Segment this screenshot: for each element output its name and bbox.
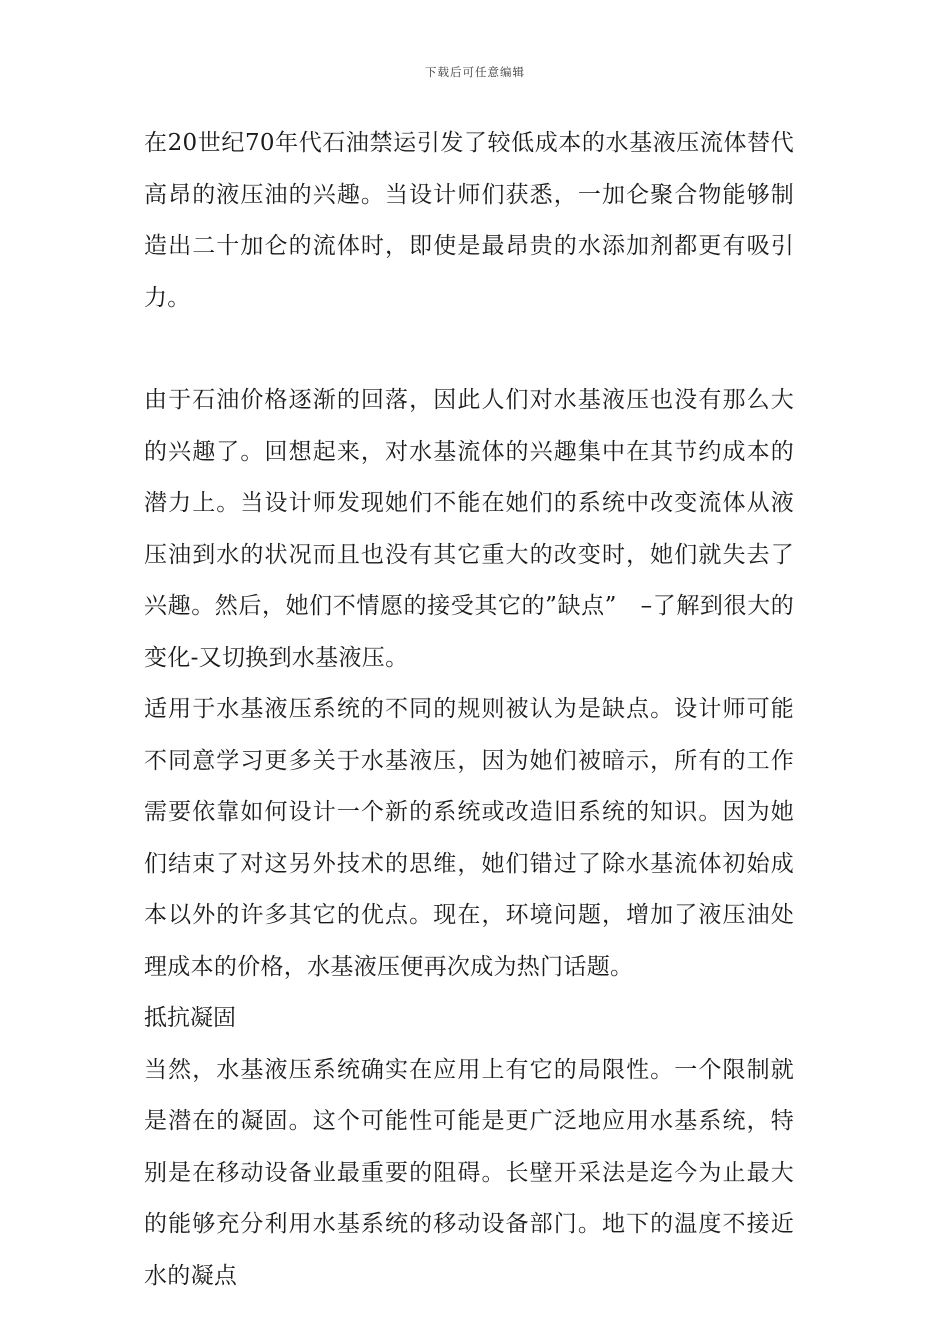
paragraph-oil-embargo: 在20世纪70年代石油禁运引发了较低成本的水基液压流体替代高昂的液压油的兴趣。当设计师们获悉，一加仑聚合物能够制造出二十加仑的流体时，即使是最昂贵的水添加剂都更有吸引力。 <box>144 130 794 311</box>
paragraph-freezing-limitation: 当然，水基液压系统确实在应用上有它的局限性。一个限制就是潜在的凝固。这个可能性可能是更广泛地应用水基系统，特别是在移动设备业最重要的阻碍。长壁开采法是迄今为止最大的能够充分利用水基系统的移动设备部门。地下的温度不接近水的凝点 <box>144 1056 794 1289</box>
paragraph-design-rules: 适用于水基液压系统的不同的规则被认为是缺点。设计师可能不同意学习更多关于水基液压，因为她们被暗示，所有的工作需要依靠如何设计一个新的系统或改造旧系统的知识。因为她们结束了对这另外技术的思维，她们错过了除水基流体初始成本以外的许多其它的优点。现在，环境问题，增加了液压油处理成本的价格，水基液压便再次成为热门话题。 <box>144 696 794 980</box>
section-heading: 抵抗凝固 <box>144 1005 236 1031</box>
document-body <box>144 118 794 1302</box>
paragraph-oil-price-decline: 由于石油价格逐渐的回落，因此人们对水基液压也没有那么大的兴趣了。回想起来，对水基流体的兴趣集中在其节约成本的潜力上。当设计师发现她们不能在她们的系统中改变流体从液压油到水的状况而且也没有其它重大的改变时，她们就失去了兴趣。然后，她们不情愿的接受其它的”缺点” –了解到很大的变化-又切换到水基液压。 <box>144 387 794 671</box>
page-header-note: 下载后可任意编辑 <box>425 65 525 79</box>
paragraph-spacer <box>144 324 794 375</box>
